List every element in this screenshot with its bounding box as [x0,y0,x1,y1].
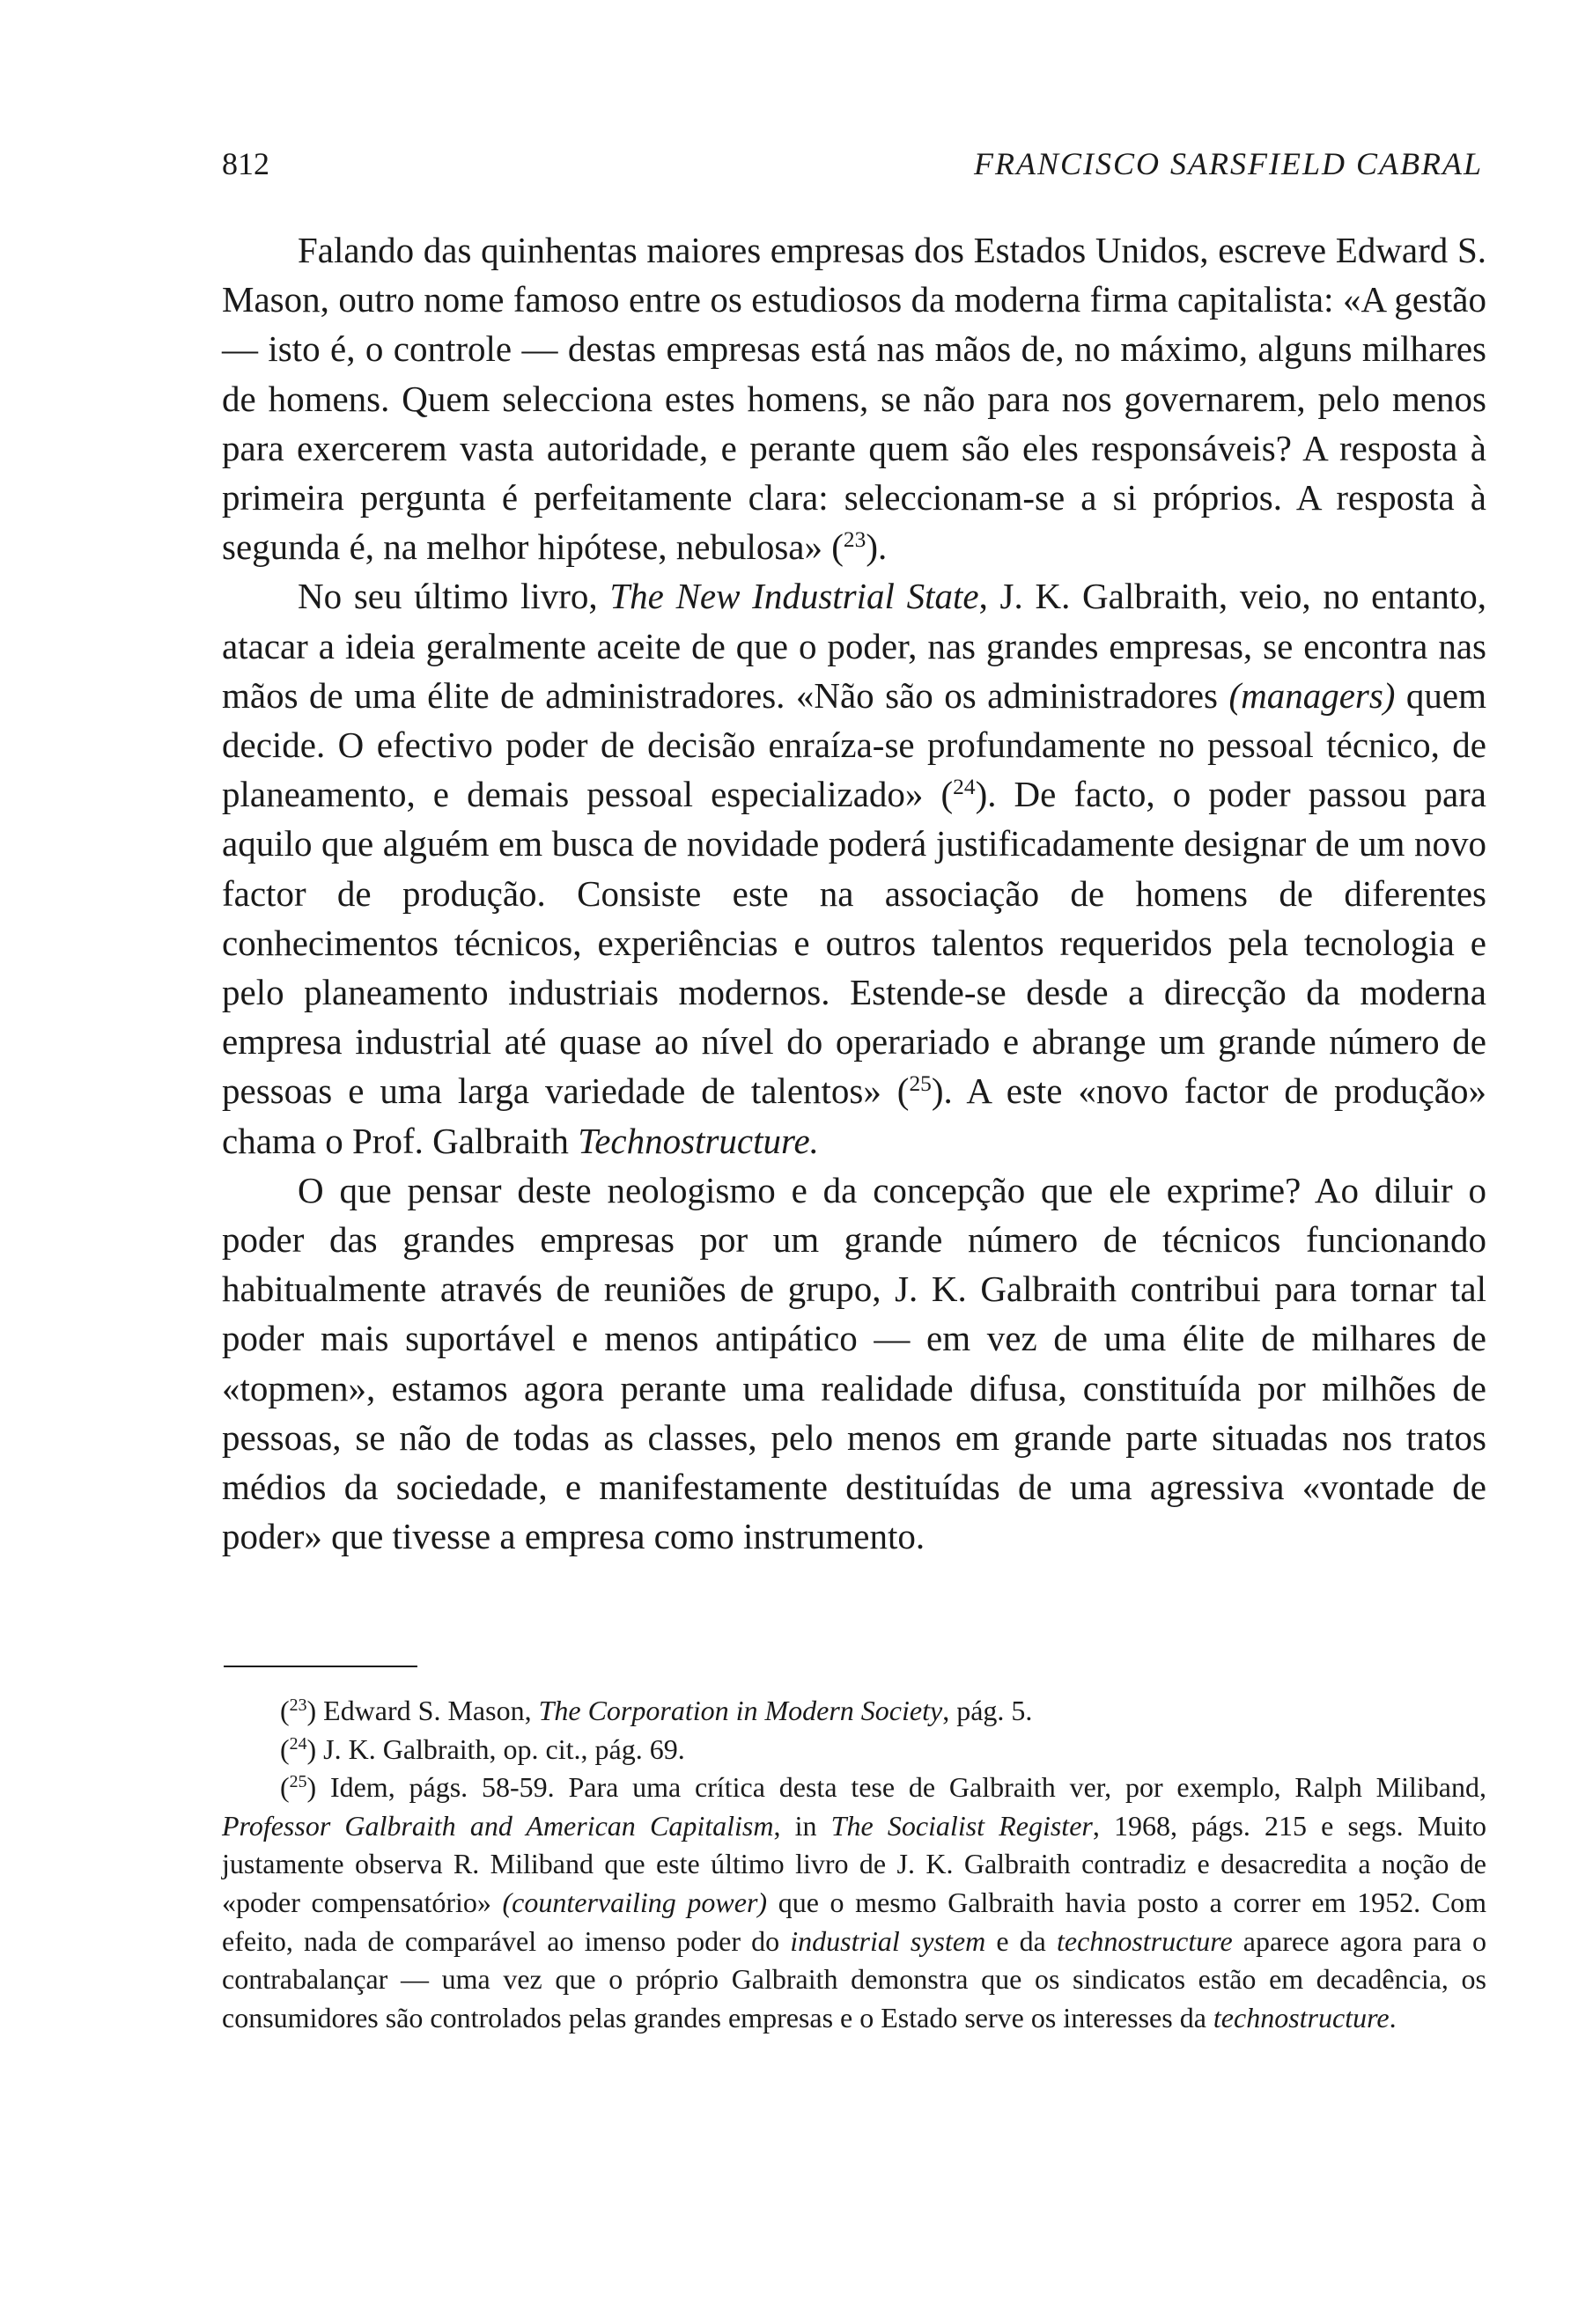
italic-text: technostructure [1213,2001,1390,2034]
italic-text: industrial system [790,1924,986,1957]
paragraph [222,571,1486,1165]
text-run: ( [280,1771,290,1804]
text-run: , in [773,1809,831,1842]
text-run: , 1968, págs. 215 e segs. Muito justamente observa R. Miliband que este último livro de J. K. Galbraith contradiz e desacredita a noção de «poder compensatório» [222,1809,1487,1918]
text-run: , pág. 5. [942,1695,1033,1726]
footnotes [222,1692,1486,2037]
note-reference: 24 [953,775,976,800]
text-run: ) Idem, págs. 58-59. Para uma crítica desta tese de Galbraith ver, por exemplo, Ralph Miliband, [306,1771,1486,1804]
text-run: ( [280,1732,290,1765]
footnote-rule [224,1666,417,1667]
italic-text: The Socialist Register [830,1809,1093,1842]
italic-text: Professor Galbraith and American Capitalism [222,1809,774,1842]
italic-text: Technostructure. [578,1120,819,1161]
note-reference: 24 [289,1733,307,1754]
paragraph [222,225,1486,571]
page-header [222,143,1483,185]
text-run: , J. K. Galbraith, veio, no entanto, atacar a ideia geralmente aceite de que o poder, nas grandes empresas, se encontra nas mãos de uma élite de administradores. «Não são os administradores [222,576,1487,716]
text-run: ). A este «novo factor de produção» chama o Prof. Galbraith [222,1070,1486,1161]
page-number: 812 [222,146,269,181]
text-run: aparece agora para o contrabalançar — uma vez que o próprio Galbraith demonstra que os sindicatos estão em decadência, os consumidores são controlados pelas grandes empresas e o Estado serve os interesses da [222,1924,1487,2034]
footnote [222,1731,1486,1769]
text-run: ). De facto, o poder passou para aquilo que alguém em busca de novidade poderá justificadamente designar de um novo factor de produção. Consiste este na associação de homens de diferentes conhecimentos técnicos, experiências e outros talentos requeridos pela tecnologia e pelo planeamento industriais modernos. Estende-se desde a direcção da moderna empresa industrial até quase ao nível do operariado e abrange um grande número de pessoas e uma larga variedade de talentos» ( [222,774,1486,1112]
italic-text: The New Industrial State [609,576,979,617]
text-run: Falando das quinhentas maiores empresas dos Estados Unidos, escreve Edward S. Mason, outro nome famoso entre os estudiosos da moderna firma capitalista: «A gestão — isto é, o controle — destas empresas está nas mãos de, no máximo, alguns milhares de homens. Quem selecciona estes homens, se não para nos governarem, pelo menos para exercerem vasta autoridade, e perante quem são eles responsáveis? A resposta à primeira pergunta é perfeitamente clara: seleccionam-se a si próprios. A resposta à segunda é, na melhor hipótese, nebulosa» ( [222,230,1486,568]
footnote [222,1769,1486,2037]
running-head: FRANCISCO SARSFIELD CABRAL [974,146,1483,181]
text-run: e da [985,1924,1058,1957]
body-text [222,225,1486,1561]
text-run: ). [866,526,888,568]
note-reference: 25 [909,1071,932,1097]
text-run: No seu último livro, [298,576,610,617]
paragraph [222,1166,1486,1562]
note-reference: 25 [289,1772,307,1792]
text-run: ) J. K. Galbraith, op. cit., pág. 69. [306,1732,685,1765]
text-run: ( [280,1695,290,1726]
text-run: quem decide. O efectivo poder de decisão enraíza-se profundamente no pessoal técnico, de planeamento, e demais pessoal especializado» ( [222,674,1486,815]
italic-text: The Corporation in Modern Society [538,1695,943,1726]
note-reference: 23 [843,527,866,553]
note-reference: 23 [289,1695,307,1716]
footnote [222,1692,1486,1731]
italic-text: (countervailing power) [502,1886,768,1918]
text-run: que o mesmo Galbraith havia posto a correr em 1952. Com efeito, nada de comparável ao imenso poder do [222,1886,1487,1957]
italic-text: technostructure [1057,1924,1233,1957]
text-run: O que pensar deste neologismo e da concepção que ele exprime? Ao diluir o poder das grandes empresas por um grande número de técnicos funcionando habitualmente através de reuniões de grupo, J. K. Galbraith contribui para tornar tal poder mais suportável e menos antipático — em vez de uma élite de milhares de «topmen», estamos agora perante uma realidade difusa, constituída por milhões de pessoas, se não de todas as classes, pelo menos em grande parte situadas nos tratos médios da sociedade, e manifestamente destituídas de uma agressiva «vontade de poder» que tivesse a empresa como instrumento. [222,1169,1486,1557]
text-run: . [1389,2001,1397,2034]
text-run: ) Edward S. Mason, [306,1695,539,1726]
italic-text: (managers) [1228,674,1396,716]
